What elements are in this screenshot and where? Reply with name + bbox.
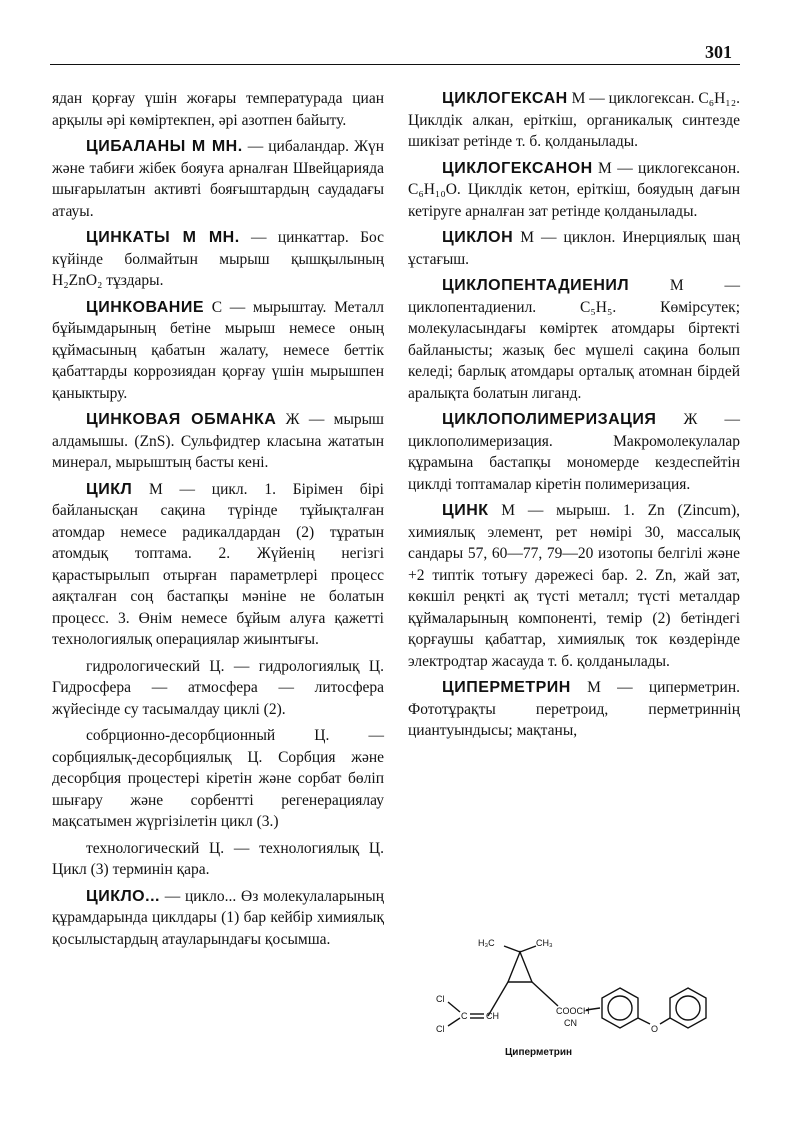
entry-headword: ЦИБАЛАНЫ М МН.: [86, 138, 243, 155]
entry-tsibalany: [52, 136, 384, 222]
subentry-hydrological: гидрологический Ц. — гидрологиялық Ц. Гидросфера — атмосфера — литосфера жүйесінде су тасымалдау циклі (2).: [52, 657, 384, 718]
ether-bond-2: [660, 1018, 670, 1024]
entry-cypermethrin: [408, 677, 740, 742]
entry-headword: ЦИКЛ: [86, 480, 133, 498]
structural-formula-diagram: [408, 930, 740, 1055]
entry-headword: ЦИНКОВАЯ ОБМАНКА: [86, 411, 277, 428]
entry-headword: ЦИКЛОПОЛИМЕРИЗАЦИЯ: [442, 411, 657, 428]
methyl-bond-1: [504, 946, 520, 952]
cyclopropane-ring: [508, 952, 532, 982]
entry-tsinkaty: [52, 227, 384, 292]
entry-text: М — циклопентадиенил. C₅H₅. Көмірсутек; молекуласындағы көміртек атомдары біртекті байланысты; жазық бес мүшелі сақина болып келеді; барлық атомдары орталық атомнан бірдей аралықта болатын лиганд.: [408, 277, 740, 402]
benzene-ring-2-aromatic: [676, 996, 700, 1020]
ether-bond-1: [638, 1018, 650, 1024]
entry-cyclone: [408, 227, 740, 270]
entry-cyclohexanone: [408, 158, 740, 223]
label-cn-group: CN: [564, 1018, 577, 1028]
entry-text: М — циклон. Инерциялық шаң ұстағыш.: [408, 229, 740, 268]
entry-text: Ж — мырыш алдамышы. (ZnS). Сульфидтер класына жататын минерал, мырыштың басты кені.: [52, 411, 384, 471]
entry-headword: ЦИПЕРМЕТРИН: [442, 679, 571, 696]
subentry-sorption: собрционно-десорбционный Ц. — сорбциялық-десорбциялық Ц. Сорбция және десорбция процестері кіретін және сорбат бөліп шығару және сорбентті регенерациялау мақсатымен жүргізілетін цикл (3.): [52, 727, 384, 830]
entry-text: М — циклогексанон. C₆H₁₀O. Циклдік кетон, еріткіш, бояудың дағын кетіруге арналған зат ретінде қолданылады.: [408, 159, 740, 220]
entry-text: — цинкаттар. Бос күйінде болмайтын мырыш қышқылының H₂ZnO₂ тұздары.: [52, 229, 384, 289]
methyl-bond-2: [520, 946, 536, 952]
entry-headword: ЦИКЛОГЕКСАНОН: [442, 159, 593, 177]
entry-headword: ЦИКЛОГЕКСАН: [442, 90, 568, 107]
entry-text: М — мырыш. 1. Zn (Zincum), химиялық элемент, рет нөмірі 30, массалық сандары 57, 60—77, 79—20 изотопы белгілі және +2 типтік тотығу дәрежесі бар. 2. Zn, жай зат, көкшіл реңкті ақ түсті металл; түсті металдар құймаларының компоненті, темір (2) бетіндегі қорғаушы қабаттар, химиялық ток көздерінде электродтар жасауда т. б. қолданылады.: [408, 502, 740, 670]
entry-text: — цибаландар. Жүн және табиғи жібек бояуға арналған Швейцарияда шығарылатын активті бояғыштардың саудадағы атауы.: [52, 138, 384, 220]
entry-headword: ЦИНК: [442, 502, 489, 519]
label-chloro-1: Cl: [436, 994, 445, 1004]
label-vinyl-c: C: [461, 1011, 468, 1021]
entry-zinc: [408, 500, 740, 672]
entry-text: Ж — циклополимеризация. Макромолекулалар құрамына бастапқы мономерде кездеспейтін циклді топтамалар кіретін полимеризация.: [408, 411, 740, 493]
entry-headword: ЦИКЛОН: [442, 229, 514, 246]
entry-text: М — цикл. 1. Бірімен бірі байланысқан сақина түрінде тұйықталған атомдар немесе радикалдардан (2) тұратын атомдық топтама. 2. Жүйенің негізгі қарастырылып отырған параметрлері процесс аяқталған соң бастапқы мәніне не болатын процесс. 3. Өнім немесе бұйым алуға қажетті технологиялық операциялар жиынтығы.: [52, 480, 384, 648]
entry-tsiklo: [52, 886, 384, 951]
ester-bond: [532, 982, 558, 1006]
entry-continuation: ядан қорғау үшін жоғары температурада циан арқылы әрі көміртекпен, әрі азотпен байыту.: [52, 90, 384, 129]
label-ester: COOCH: [556, 1006, 590, 1016]
figure-caption: Циперметрин: [505, 1047, 573, 1058]
entry-text: М — циперметрин. Фототұрақты перетроид, перметриннің циантуындысы; мақтаны,: [408, 679, 740, 739]
subentry-technological: технологический Ц. — технологиялық Ц. Цикл (3) терминін қара.: [52, 839, 384, 878]
entry-text: — цикло... Өз молекулаларының құрамдарында циклдары (1) бар кейбір химиялық қосылыстардың атауларындағы қосымша.: [52, 887, 384, 948]
entry-text: М — циклогексан. C₆H₁₂. Циклдік алкан, еріткіш, органикалық синтезде шикізат ретінде т. б. қолданылады.: [408, 90, 740, 150]
entry-headword: ЦИНКАТЫ М МН.: [86, 229, 240, 246]
entry-tsikl: [52, 479, 384, 651]
entry-headword: ЦИНКОВАНИЕ: [86, 298, 204, 316]
label-vinyl-ch: CH: [486, 1011, 499, 1021]
left-column: [52, 88, 384, 955]
label-methyl-2: CH₃: [536, 938, 553, 948]
entry-cyclopentadienyl: [408, 275, 740, 404]
entry-cyclohexane: [408, 88, 740, 153]
benzene-ring-1-aromatic: [608, 996, 632, 1020]
page-number: 301: [705, 42, 732, 62]
entry-cyclopolymerization: [408, 409, 740, 495]
entry-tsinkovaya-obmanka: [52, 409, 384, 474]
header-rule: [50, 64, 740, 65]
label-chloro-2: Cl: [436, 1024, 445, 1034]
chloro-bond-2: [448, 1018, 460, 1026]
label-methyl-1: H₃C: [478, 938, 495, 948]
right-column: [408, 88, 740, 747]
cypermethrin-structure-figure: [408, 930, 740, 1070]
entry-text: С — мырыштау. Металл бұйымдарының бетіне мырыш немесе оның құймасының қабатын жалату, немесе беттік қабаттарды коррозиядан қорғау үшін мырышпен қаныктыру.: [52, 298, 384, 402]
entry-tsinkovanie: [52, 297, 384, 405]
chloro-bond-1: [448, 1002, 460, 1012]
entry-headword: ЦИКЛО...: [86, 887, 160, 905]
label-ether-oxygen: O: [651, 1024, 659, 1034]
entry-headword: ЦИКЛОПЕНТАДИЕНИЛ: [442, 277, 630, 294]
